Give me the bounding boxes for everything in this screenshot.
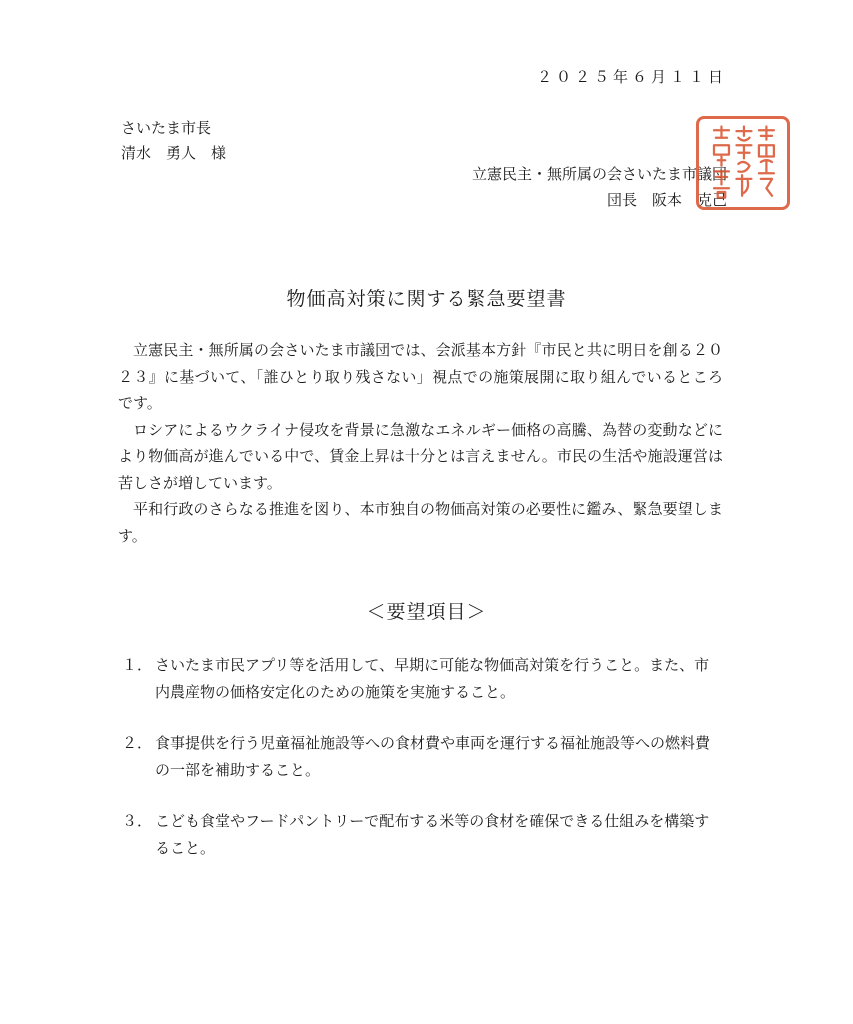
seal-stamp-graphic [699,119,787,207]
body-paragraph: 平和行政のさらなる推進を図り、本市独自の物価高対策の必要性に鑑み、緊急要望します。 [118,500,723,545]
sender-leader: 団長 阪本 克己 [606,191,727,209]
request-item [122,730,722,783]
request-item [122,652,722,705]
sender-organization: 立憲民主・無所属の会さいたま市議団 [471,165,727,183]
official-seal [696,116,790,210]
request-text: 食事提供を行う児童福祉施設等への食材費や車両を運行する福祉施設等への燃料費の一部を補助すること。 [155,734,711,779]
request-text: こども食堂やフードパントリーで配布する米等の食材を確保できる仕組みを構築すること。 [155,812,710,857]
addressee-name: 清水 勇人 様 [121,144,227,162]
request-text: さいたま市民アプリ等を活用して、早期に可能な物価高対策を行うこと。また、市内農産物の価格安定化のための施策を実施すること。 [155,656,710,701]
body-text [118,337,723,549]
body-paragraph: ロシアによるウクライナ侵攻を背景に急激なエネルギー価格の高騰、為替の変動などにより物価高が進んでいる中で、賃金上昇は十分とは言えません。市民の生活や施設運営は苦しさが増しています。 [118,420,723,492]
request-number: １． [122,656,153,674]
request-item [122,808,722,861]
sender-block [472,161,727,213]
document-date: ２０２５年６月１１日 [536,68,727,86]
addressee-block [121,116,226,166]
request-number: ３． [122,812,153,830]
addressee-title: さいたま市長 [121,119,212,137]
request-list [122,652,722,886]
request-number: ２． [122,734,153,752]
body-paragraph: 立憲民主・無所属の会さいたま市議団では、会派基本方針『市民と共に明日を創る２０２３』に基づいて、「誰ひとり取り残さない」視点での施策展開に取り組んでいるところです。 [118,341,723,412]
section-heading: ＜要望項目＞ [366,601,487,623]
document-title: 物価高対策に関する緊急要望書 [286,288,567,310]
